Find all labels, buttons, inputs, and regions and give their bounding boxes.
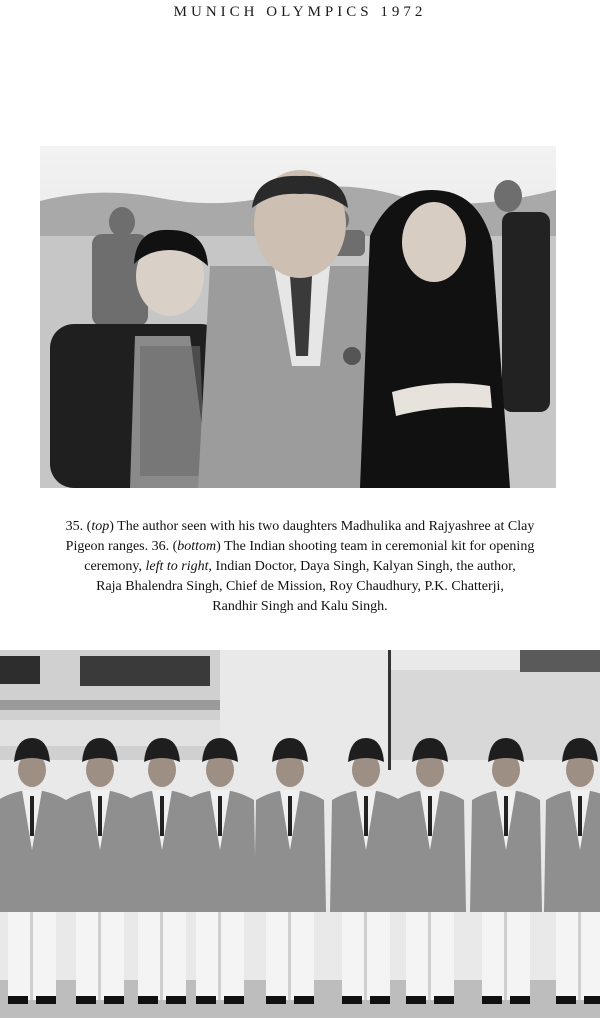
caption-text: , Indian Doctor, Daya Singh, Kalyan Singh, the author, — [208, 559, 516, 574]
caption-text: ) The author seen with his two daughters Madhulika and Rajyashree at Clay — [109, 519, 535, 534]
caption-italic-left-to-right: left to right — [145, 559, 209, 574]
caption-line-2 — [12, 537, 588, 557]
caption-text: 35. ( — [65, 519, 92, 534]
caption-line-4: Raja Bhalendra Singh, Chief de Mission, Roy Chaudhury, P.K. Chatterji, — [96, 579, 504, 594]
photo-author-with-daughters — [40, 146, 556, 488]
caption-text: Pigeon ranges. 36. ( — [65, 539, 178, 554]
caption-italic-bottom: bottom — [177, 539, 217, 554]
figure-caption — [12, 517, 588, 617]
caption-line-3 — [12, 557, 588, 577]
caption-line-5: Randhir Singh and Kalu Singh. — [212, 599, 388, 614]
caption-line-1 — [12, 517, 588, 537]
caption-text: ceremony, — [84, 559, 146, 574]
running-header: MUNICH OLYMPICS 1972 — [173, 4, 427, 20]
photo-shooting-team — [0, 650, 600, 1018]
caption-italic-top: top — [91, 519, 110, 534]
caption-text: ) The Indian shooting team in ceremonial kit for opening — [216, 539, 535, 554]
